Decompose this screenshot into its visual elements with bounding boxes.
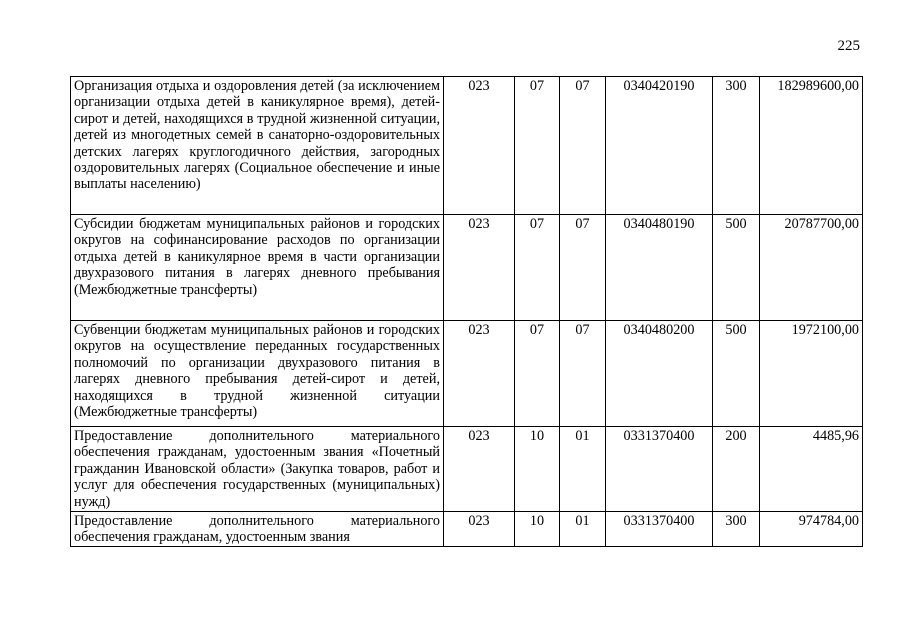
ministry-code: 023 (444, 427, 515, 512)
expense-description: Субвенции бюджетам муниципальных районов и городских округов на осуществление переданных государственных полномочий по организации двухразового питания в лагерях дневного пребывания детей-сирот и детей, находящихся в трудной жизненной ситуации (Межбюджетные трансферты) (71, 321, 444, 427)
expense-description: Предоставление дополнительного материального обеспечения гражданам, удостоенным звания «Почетный гражданин Ивановской области» (Закупка товаров, работ и услуг для обеспечения государственных (муниципальных) нужд) (71, 427, 444, 512)
target-article-code: 0340480190 (606, 215, 713, 321)
table-row (71, 512, 863, 547)
section-code: 10 (515, 512, 560, 547)
table-row (71, 321, 863, 427)
page-number: 225 (837, 38, 860, 54)
amount-value: 4485,96 (760, 427, 863, 512)
table-row (71, 215, 863, 321)
budget-table (70, 76, 863, 547)
section-code: 07 (515, 321, 560, 427)
amount-value: 974784,00 (760, 512, 863, 547)
expense-description: Предоставление дополнительного материального обеспечения гражданам, удостоенным звания (71, 512, 444, 547)
expense-type-code: 500 (713, 321, 760, 427)
section-code: 10 (515, 427, 560, 512)
expense-type-code: 300 (713, 512, 760, 547)
target-article-code: 0340420190 (606, 77, 713, 215)
ministry-code: 023 (444, 215, 515, 321)
amount-value: 182989600,00 (760, 77, 863, 215)
target-article-code: 0340480200 (606, 321, 713, 427)
subsection-code: 01 (560, 427, 606, 512)
expense-type-code: 500 (713, 215, 760, 321)
section-code: 07 (515, 215, 560, 321)
amount-value: 1972100,00 (760, 321, 863, 427)
section-code: 07 (515, 77, 560, 215)
expense-description: Субсидии бюджетам муниципальных районов и городских округов на софинансирование расходов по организации отдыха детей в каникулярное время в части организации двухразового питания в лагерях дневного пребывания (Межбюджетные трансферты) (71, 215, 444, 321)
target-article-code: 0331370400 (606, 512, 713, 547)
ministry-code: 023 (444, 77, 515, 215)
amount-value: 20787700,00 (760, 215, 863, 321)
subsection-code: 01 (560, 512, 606, 547)
ministry-code: 023 (444, 321, 515, 427)
target-article-code: 0331370400 (606, 427, 713, 512)
table-row (71, 77, 863, 215)
expense-description: Организация отдыха и оздоровления детей (за исключением организации отдыха детей в каникулярное время), детей-сирот и детей, находящихся в трудной жизненной ситуации, детей из многодетных семей в санаторно-оздоровительных детских лагерях круглогодичного действия, загородных оздоровительных лагерях (Социальное обеспечение и иные выплаты населению) (71, 77, 444, 215)
subsection-code: 07 (560, 215, 606, 321)
expense-type-code: 300 (713, 77, 760, 215)
subsection-code: 07 (560, 321, 606, 427)
subsection-code: 07 (560, 77, 606, 215)
ministry-code: 023 (444, 512, 515, 547)
expense-type-code: 200 (713, 427, 760, 512)
table-row (71, 427, 863, 512)
